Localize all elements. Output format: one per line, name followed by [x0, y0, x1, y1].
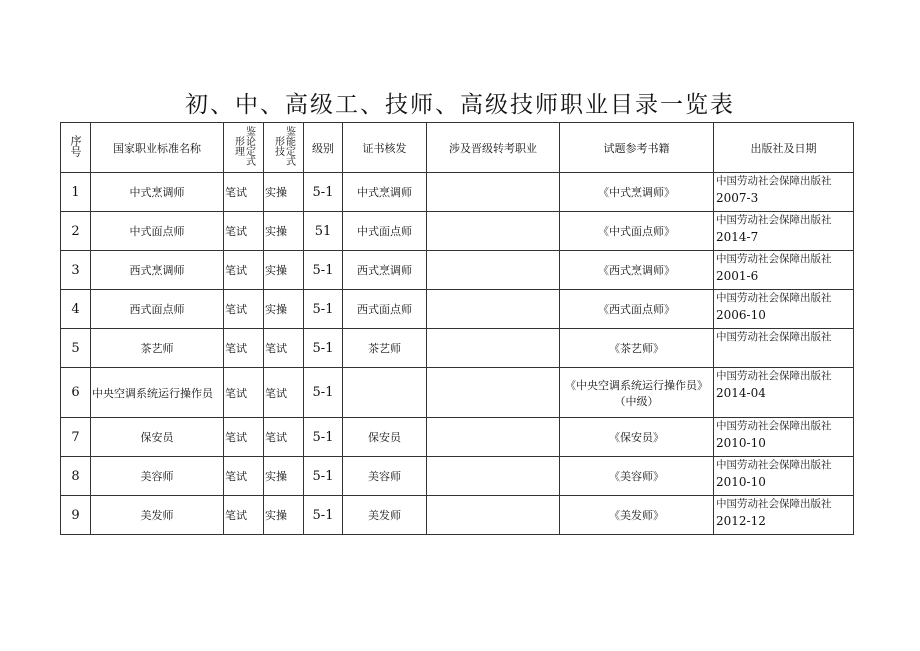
publish-date: 2006-10: [716, 308, 766, 322]
row-theory: 笔试: [224, 212, 264, 251]
publisher-name: 中国劳动社会保障出版社: [716, 214, 832, 226]
row-related: [427, 368, 560, 418]
row-publisher: [714, 212, 854, 251]
row-publisher: [714, 496, 854, 535]
row-related: [427, 290, 560, 329]
row-cert: 西式烹调师: [343, 251, 427, 290]
row-skill: 实操: [264, 457, 304, 496]
row-publisher: [714, 290, 854, 329]
row-related: [427, 212, 560, 251]
row-seq: 8: [61, 457, 91, 496]
row-books: 《西式烹调师》: [560, 251, 714, 290]
row-skill: 实操: [264, 496, 304, 535]
row-books: 《中式面点师》: [560, 212, 714, 251]
row-cert: 美发师: [343, 496, 427, 535]
row-level: 5-1: [304, 368, 343, 418]
row-skill: 笔试: [264, 368, 304, 418]
row-name: 中央空调系统运行操作员: [91, 368, 224, 418]
row-books: 《茶艺师》: [560, 329, 714, 368]
publish-date: 2001-6: [716, 269, 759, 283]
row-seq: 7: [61, 418, 91, 457]
row-cert: 茶艺师: [343, 329, 427, 368]
header-row: [61, 123, 854, 173]
publish-date: 2014-7: [716, 230, 759, 244]
row-skill: 笔试: [264, 329, 304, 368]
publisher-name: 中国劳动社会保障出版社: [716, 420, 832, 432]
row-name: 美发师: [91, 496, 224, 535]
table-row: [61, 418, 854, 457]
publisher-name: 中国劳动社会保障出版社: [716, 253, 832, 265]
row-related: [427, 496, 560, 535]
publish-date: 2007-3: [716, 191, 759, 205]
document-title: 初、中、高级工、技师、高级技师职业目录一览表: [185, 92, 735, 118]
row-publisher: [714, 251, 854, 290]
row-seq: 4: [61, 290, 91, 329]
row-name: 保安员: [91, 418, 224, 457]
table-row: [61, 457, 854, 496]
row-theory: 笔试: [224, 368, 264, 418]
row-related: [427, 418, 560, 457]
row-related: [427, 173, 560, 212]
row-publisher: [714, 329, 854, 368]
occupation-table: [60, 122, 854, 535]
row-seq: 9: [61, 496, 91, 535]
row-books: 《保安员》: [560, 418, 714, 457]
table-row: [61, 212, 854, 251]
row-level: 5-1: [304, 418, 343, 457]
row-name: 西式面点师: [91, 290, 224, 329]
row-theory: 笔试: [224, 173, 264, 212]
row-books: 《中式烹调师》: [560, 173, 714, 212]
row-books: 《美容师》: [560, 457, 714, 496]
publisher-name: 中国劳动社会保障出版社: [716, 292, 832, 304]
row-skill: 实操: [264, 251, 304, 290]
row-related: [427, 457, 560, 496]
row-level: 5-1: [304, 329, 343, 368]
row-skill: 实操: [264, 173, 304, 212]
row-publisher: [714, 418, 854, 457]
row-name: 美容师: [91, 457, 224, 496]
row-publisher: [714, 173, 854, 212]
row-skill: 实操: [264, 290, 304, 329]
row-level: 51: [304, 212, 343, 251]
row-cert: [343, 368, 427, 418]
publish-date: 2010-10: [716, 436, 766, 450]
row-skill: 实操: [264, 212, 304, 251]
row-related: [427, 251, 560, 290]
row-books: 《美发师》: [560, 496, 714, 535]
row-seq: 6: [61, 368, 91, 418]
row-level: 5-1: [304, 457, 343, 496]
row-cert: 中式烹调师: [343, 173, 427, 212]
row-cert: 保安员: [343, 418, 427, 457]
publish-date: 2014-04: [716, 386, 766, 400]
header-cert: 证书核发: [343, 123, 427, 173]
row-level: 5-1: [304, 496, 343, 535]
row-publisher: [714, 457, 854, 496]
row-theory: 笔试: [224, 329, 264, 368]
row-cert: 中式面点师: [343, 212, 427, 251]
row-related: [427, 329, 560, 368]
publisher-name: 中国劳动社会保障出版社: [716, 459, 832, 471]
row-books: 《西式面点师》: [560, 290, 714, 329]
row-cert: 西式面点师: [343, 290, 427, 329]
header-books: 试题参考书籍: [560, 123, 714, 173]
row-books: 《中央空调系统运行操作员》（中级）: [560, 368, 714, 418]
row-seq: 1: [61, 173, 91, 212]
row-level: 5-1: [304, 290, 343, 329]
header-seq: 序号: [61, 123, 91, 173]
row-theory: 笔试: [224, 457, 264, 496]
table-row: [61, 496, 854, 535]
table-row: [61, 329, 854, 368]
publisher-name: 中国劳动社会保障出版社: [716, 498, 832, 510]
row-publisher: [714, 368, 854, 418]
row-seq: 2: [61, 212, 91, 251]
publish-date: 2012-12: [716, 514, 766, 528]
row-name: 西式烹调师: [91, 251, 224, 290]
row-theory: 笔试: [224, 496, 264, 535]
row-name: 中式面点师: [91, 212, 224, 251]
table-row: [61, 251, 854, 290]
publisher-name: 中国劳动社会保障出版社: [716, 331, 832, 343]
publisher-name: 中国劳动社会保障出版社: [716, 175, 832, 187]
row-skill: 笔试: [264, 418, 304, 457]
row-seq: 3: [61, 251, 91, 290]
publisher-name: 中国劳动社会保障出版社: [716, 370, 832, 382]
row-name: 中式烹调师: [91, 173, 224, 212]
table-row: [61, 173, 854, 212]
header-related: 涉及晋级转考职业: [427, 123, 560, 173]
row-cert: 美容师: [343, 457, 427, 496]
header-level: 级别: [304, 123, 343, 173]
table-row: [61, 368, 854, 418]
row-level: 5-1: [304, 173, 343, 212]
row-theory: 笔试: [224, 290, 264, 329]
row-name: 茶艺师: [91, 329, 224, 368]
table-row: [61, 290, 854, 329]
header-name: 国家职业标准名称: [91, 123, 224, 173]
row-level: 5-1: [304, 251, 343, 290]
row-theory: 笔试: [224, 251, 264, 290]
header-skill: 鉴能定式形技: [264, 123, 304, 173]
publish-date: 2010-10: [716, 475, 766, 489]
row-seq: 5: [61, 329, 91, 368]
header-publisher: 出版社及日期: [714, 123, 854, 173]
row-theory: 笔试: [224, 418, 264, 457]
header-theory: 鉴论定式形理: [224, 123, 264, 173]
